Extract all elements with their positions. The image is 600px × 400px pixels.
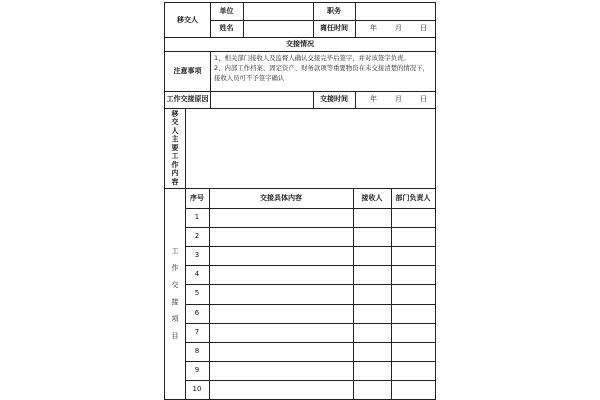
departure-date-field[interactable] (355, 20, 435, 37)
row-number: 5 (194, 289, 200, 298)
row-content-field[interactable] (209, 284, 353, 303)
unit-label: 单位 (219, 7, 234, 15)
main-work-content-area[interactable] (185, 108, 435, 188)
handover-day-label: 日 (420, 95, 427, 103)
items-char: 工 (171, 246, 179, 255)
items-char: 交 (171, 280, 179, 289)
row-content-field[interactable] (209, 227, 353, 246)
row-content-field[interactable] (209, 304, 353, 323)
row-receiver-field[interactable] (353, 284, 391, 303)
handover-time-label: 交接时间 (320, 95, 348, 103)
row-number: 2 (194, 232, 200, 241)
departure-time-label: 离任时间 (320, 24, 348, 32)
row-number: 9 (194, 365, 200, 374)
items-char: 项 (171, 314, 179, 323)
row-content-field[interactable] (209, 208, 353, 227)
handover-month-label: 月 (395, 95, 402, 103)
handover-form (164, 2, 436, 400)
notes-content (214, 53, 432, 91)
row-receiver-field[interactable] (353, 380, 391, 399)
note-item-1: 1、相关部门接收人及监督人确认交接完毕后签字，并对该签字负责。 (214, 54, 410, 62)
items-char: 目 (171, 331, 179, 340)
row-receiver-field[interactable] (353, 227, 391, 246)
row-receiver-field[interactable] (353, 208, 391, 227)
position-field[interactable] (355, 3, 435, 20)
reason-label: 工作交接原因 (166, 95, 209, 103)
row-content-field[interactable] (209, 265, 353, 284)
row-dept-head-field[interactable] (391, 284, 435, 303)
row-dept-head-field[interactable] (391, 265, 435, 284)
main-work-char: 主 (171, 135, 179, 144)
name-field[interactable] (243, 20, 313, 37)
header-receiver: 接收人 (361, 193, 383, 202)
row-number: 1 (194, 213, 200, 222)
handover-date-field[interactable] (355, 91, 435, 108)
main-work-char: 容 (171, 177, 179, 186)
row-content-field[interactable] (209, 361, 353, 380)
row-dept-head-field[interactable] (391, 246, 435, 265)
main-work-char: 内 (171, 169, 179, 178)
header-dept-head: 部门负责人 (395, 193, 431, 202)
row-dept-head-field[interactable] (391, 227, 435, 246)
main-work-char: 移 (171, 109, 179, 118)
row-receiver-field[interactable] (353, 304, 391, 323)
row-number: 4 (194, 270, 200, 279)
main-work-label (165, 108, 185, 188)
main-work-char: 交 (171, 118, 179, 127)
row-receiver-field[interactable] (353, 246, 391, 265)
items-char: 作 (171, 263, 179, 272)
header-content: 交接具体内容 (260, 193, 302, 202)
main-work-char: 要 (171, 143, 179, 152)
row-content-field[interactable] (209, 246, 353, 265)
items-char: 接 (171, 297, 179, 306)
row-dept-head-field[interactable] (391, 323, 435, 342)
row-dept-head-field[interactable] (391, 380, 435, 399)
row-dept-head-field[interactable] (391, 208, 435, 227)
unit-field[interactable] (243, 3, 313, 20)
row-content-field[interactable] (209, 323, 353, 342)
handover-status-title: 交接情况 (286, 39, 314, 48)
row-receiver-field[interactable] (353, 265, 391, 284)
notes-label: 注意事项 (173, 66, 202, 75)
main-work-char: 工 (171, 152, 179, 161)
departure-month-label: 月 (395, 24, 402, 32)
note-item-2: 2、内部工作档案、固定资产、财务款项等重要物资在未交接清楚的情况下，接收人员可不予签字确认 (214, 64, 429, 82)
row-number: 6 (194, 308, 200, 317)
row-content-field[interactable] (209, 342, 353, 361)
work-items-label (165, 188, 185, 399)
row-number: 8 (194, 346, 200, 355)
row-dept-head-field[interactable] (391, 304, 435, 323)
position-label: 职务 (327, 7, 341, 15)
row-receiver-field[interactable] (353, 342, 391, 361)
row-dept-head-field[interactable] (391, 361, 435, 380)
departure-year-label: 年 (370, 24, 377, 32)
reason-field[interactable] (210, 91, 313, 108)
row-receiver-field[interactable] (353, 323, 391, 342)
row-number: 10 (192, 384, 202, 393)
header-seq: 序号 (190, 193, 204, 202)
main-work-char: 作 (171, 160, 179, 169)
main-work-char: 人 (171, 126, 179, 135)
row-receiver-field[interactable] (353, 361, 391, 380)
row-dept-head-field[interactable] (391, 342, 435, 361)
row-number: 3 (194, 251, 200, 260)
name-label: 姓名 (219, 24, 234, 32)
handover-person-label: 移交人 (177, 15, 198, 24)
departure-day-label: 日 (420, 24, 427, 32)
row-content-field[interactable] (209, 380, 353, 399)
row-number: 7 (194, 327, 200, 336)
handover-year-label: 年 (370, 95, 377, 103)
